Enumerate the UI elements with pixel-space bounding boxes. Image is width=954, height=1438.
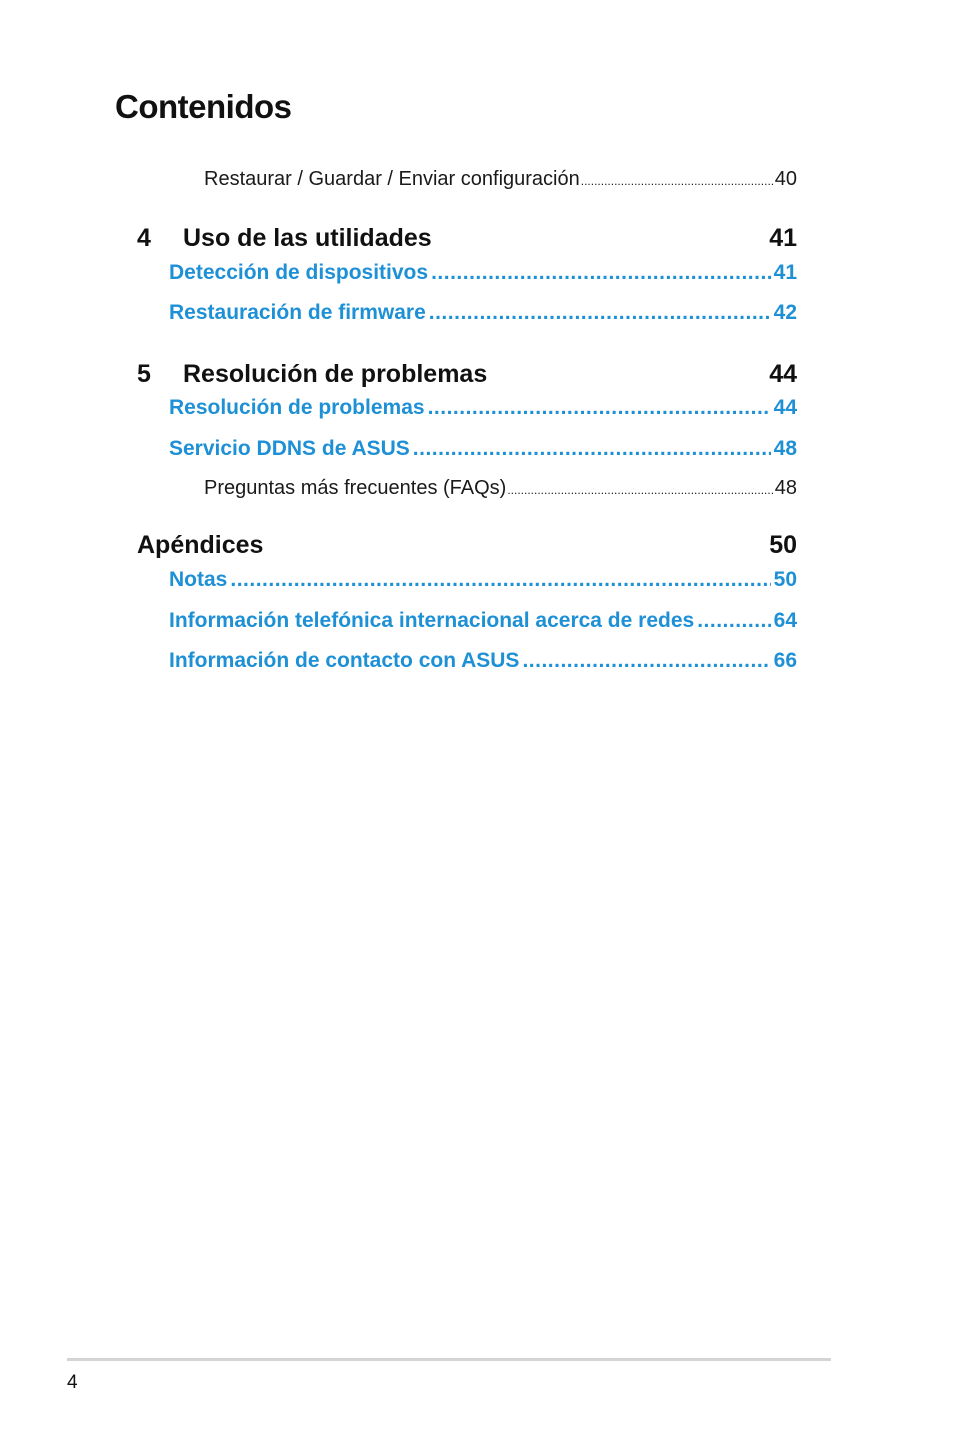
chapter-page: 44 <box>769 360 797 388</box>
toc-entry-page: 44 <box>773 396 797 419</box>
dot-leader <box>581 174 774 188</box>
toc-entry-page: 48 <box>774 477 797 499</box>
toc-entry-page: 66 <box>773 649 797 672</box>
page-title: Contenidos <box>115 88 292 125</box>
chapter-heading-5[interactable] <box>137 360 797 389</box>
toc-entry-ddns[interactable] <box>169 437 797 461</box>
toc-entry-label: Resolución de problemas <box>169 396 425 419</box>
toc-entry-restaurar-configuracion[interactable] <box>204 168 797 191</box>
toc-entry-page: 42 <box>773 301 797 324</box>
toc-entry-label: Información telefónica internacional acerca de redes <box>169 609 695 632</box>
page-number: 4 <box>67 1372 78 1393</box>
dot-leader <box>697 609 770 633</box>
toc-entry-notas[interactable] <box>169 568 797 592</box>
chapter-title: Apéndices <box>137 531 264 559</box>
toc-entry-label: Preguntas más frecuentes (FAQs) <box>204 477 507 499</box>
chapter-page: 50 <box>769 531 797 559</box>
toc-entry-resolucion[interactable] <box>169 396 797 420</box>
toc-entry-telefonica[interactable] <box>169 609 797 633</box>
toc-entry-label: Detección de dispositivos <box>169 261 429 284</box>
toc-entry-page: 50 <box>773 568 797 591</box>
chapter-number: 5 <box>137 360 151 388</box>
chapter-title: Resolución de problemas <box>183 360 488 388</box>
chapter-heading-4[interactable] <box>137 224 797 253</box>
dot-leader <box>431 261 771 285</box>
toc-entry-page: 40 <box>774 168 797 190</box>
toc-entry-deteccion[interactable] <box>169 261 797 285</box>
chapter-number: 4 <box>137 224 151 252</box>
chapter-title: Uso de las utilidades <box>183 224 432 252</box>
toc-entry-faqs[interactable] <box>204 477 797 500</box>
toc-entry-label: Notas <box>169 568 228 591</box>
toc-entry-restauracion-firmware[interactable] <box>169 301 797 325</box>
footer-divider <box>67 1358 831 1361</box>
chapter-heading-apendices[interactable] <box>137 531 797 560</box>
dot-leader <box>230 568 770 592</box>
chapter-page: 41 <box>769 224 797 252</box>
toc-entry-label: Restaurar / Guardar / Enviar configuración <box>204 168 580 190</box>
dot-leader <box>507 483 773 497</box>
dot-leader <box>522 649 770 673</box>
toc-entry-page: 48 <box>773 437 797 460</box>
toc-entry-label: Servicio DDNS de ASUS <box>169 437 410 460</box>
toc-entry-contacto[interactable] <box>169 649 797 673</box>
toc-entry-label: Restauración de firmware <box>169 301 426 324</box>
dot-leader <box>429 301 771 325</box>
toc-entry-label: Información de contacto con ASUS <box>169 649 520 672</box>
toc-entry-page: 41 <box>773 261 797 284</box>
dot-leader <box>413 437 771 461</box>
dot-leader <box>428 396 771 420</box>
toc-entry-page: 64 <box>773 609 797 632</box>
